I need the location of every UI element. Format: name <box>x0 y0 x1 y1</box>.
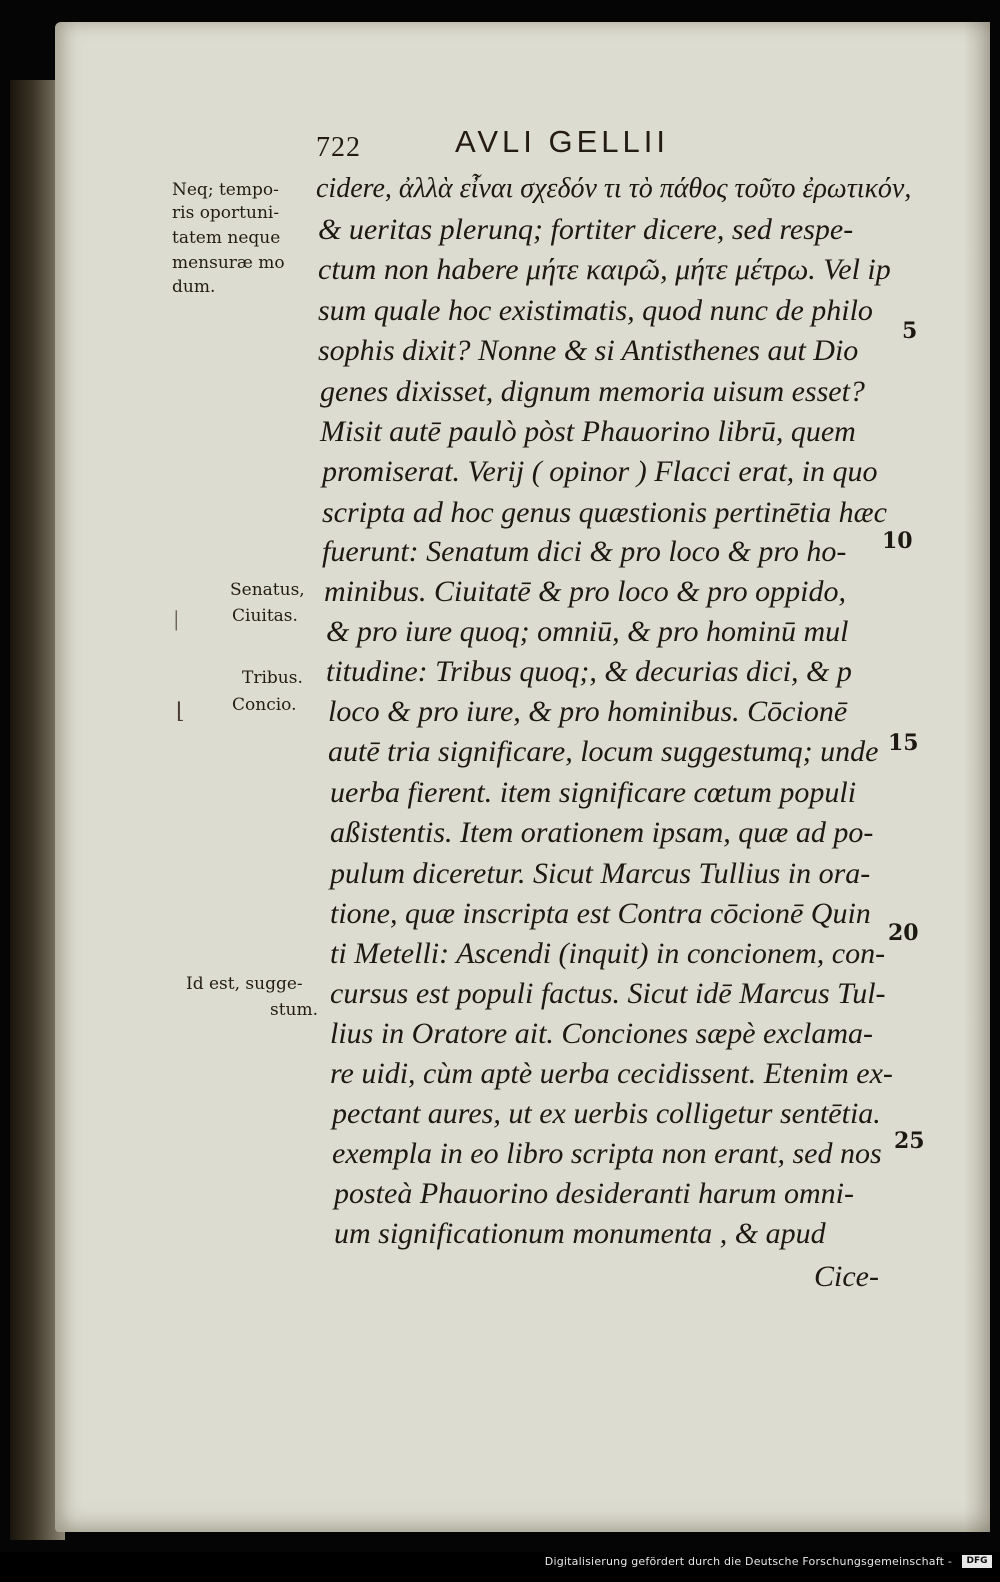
line-number: 20 <box>888 920 919 946</box>
text-line: autē tria significare, locum suggestumq; unde <box>328 735 879 768</box>
page-number: 722 <box>316 132 361 163</box>
text-line: & pro iure quoq; omniū, & pro hominū mul <box>326 615 849 648</box>
margin-note: dum. <box>172 277 216 297</box>
text-line: loco & pro iure, & pro hominibus. Cōcionē <box>328 695 848 728</box>
margin-note: Id est, sugge- <box>186 974 303 994</box>
margin-note: mensuræ mo <box>172 253 285 273</box>
text-line: titudine: Tribus quoq;, & decurias dici, & p <box>326 655 852 688</box>
page-gutter-shadow <box>964 22 990 1532</box>
text-line: cursus est populi factus. Sicut idē Marcus Tul- <box>330 977 886 1010</box>
text-line: & ueritas plerunq; fortiter dicere, sed respe- <box>318 213 854 246</box>
margin-note: Ciuitas. <box>232 606 298 626</box>
line-number: 25 <box>894 1128 925 1154</box>
running-title: AVLI GELLII <box>455 124 670 159</box>
text-line: genes dixisset, dignum memoria uisum esset? <box>320 375 865 408</box>
text-line: um significationum monumenta , & apud <box>334 1217 826 1250</box>
margin-note: ris oportuni- <box>172 203 280 223</box>
text-line: scripta ad hoc genus quæstionis pertinētia hæc <box>322 496 887 529</box>
margin-note: Tribus. <box>242 668 303 688</box>
text-line: ctum non habere μήτε καιρῶ, μήτε μέτρω. Vel ip <box>318 253 891 286</box>
margin-note: Neq; tempo- <box>172 180 279 200</box>
text-line: fuerunt: Senatum dici & pro loco & pro ho- <box>322 535 847 568</box>
catchword: Cice- <box>814 1260 879 1293</box>
pencil-mark: | <box>174 606 179 631</box>
text-line: tione, quæ inscripta est Contra cōcionē Quin <box>330 897 871 930</box>
text-line: posteà Phauorino desideranti harum omni- <box>334 1177 854 1210</box>
text-line: re uidi, cùm aptè uerba cecidissent. Etenim ex- <box>330 1057 893 1090</box>
text-line: minibus. Ciuitatē & pro loco & pro oppido, <box>324 575 846 608</box>
line-number: 5 <box>902 318 918 344</box>
text-line: Misit autē paulò pòst Phauorino librū, quem <box>320 415 856 448</box>
line-number: 10 <box>882 528 913 554</box>
text-line: pectant aures, ut ex uerbis colligetur sentētia. <box>332 1097 881 1130</box>
text-line: pulum diceretur. Sicut Marcus Tullius in ora- <box>330 857 871 890</box>
text-line: sophis dixit? Nonne & si Antisthenes aut Dio <box>318 334 859 367</box>
margin-note: stum. <box>270 1000 319 1020</box>
text-line: promiserat. Verij ( opinor ) Flacci erat, in quo <box>322 455 878 488</box>
margin-note: Concio. <box>232 695 297 715</box>
margin-note: tatem neque <box>172 228 281 248</box>
text-line: aßistentis. Item orationem ipsam, quæ ad po- <box>330 816 874 849</box>
margin-note: Senatus, <box>230 580 305 600</box>
text-line: lius in Oratore ait. Conciones sæpè exclama- <box>330 1017 873 1050</box>
pencil-mark: ⌊ <box>176 698 185 723</box>
text-line: sum quale hoc existimatis, quod nunc de philo <box>318 294 873 327</box>
text-line: exempla in eo libro scripta non erant, sed nos <box>332 1137 882 1170</box>
dfg-logo: DFG <box>962 1555 992 1568</box>
text-line: cidere, ἀλλὰ εἶναι σχεδόν τι τὸ πάθος τοῦτο ἐρωτικόν, <box>316 173 912 204</box>
text-line: uerba fierent. item significare cœtum populi <box>330 776 857 809</box>
line-number: 15 <box>888 730 919 756</box>
text-line: ti Metelli: Ascendi (inquit) in concionem, con- <box>330 937 886 970</box>
digitization-credit: Digitalisierung gefördert durch die Deutsche Forschungsgemeinschaft - <box>544 1555 952 1568</box>
